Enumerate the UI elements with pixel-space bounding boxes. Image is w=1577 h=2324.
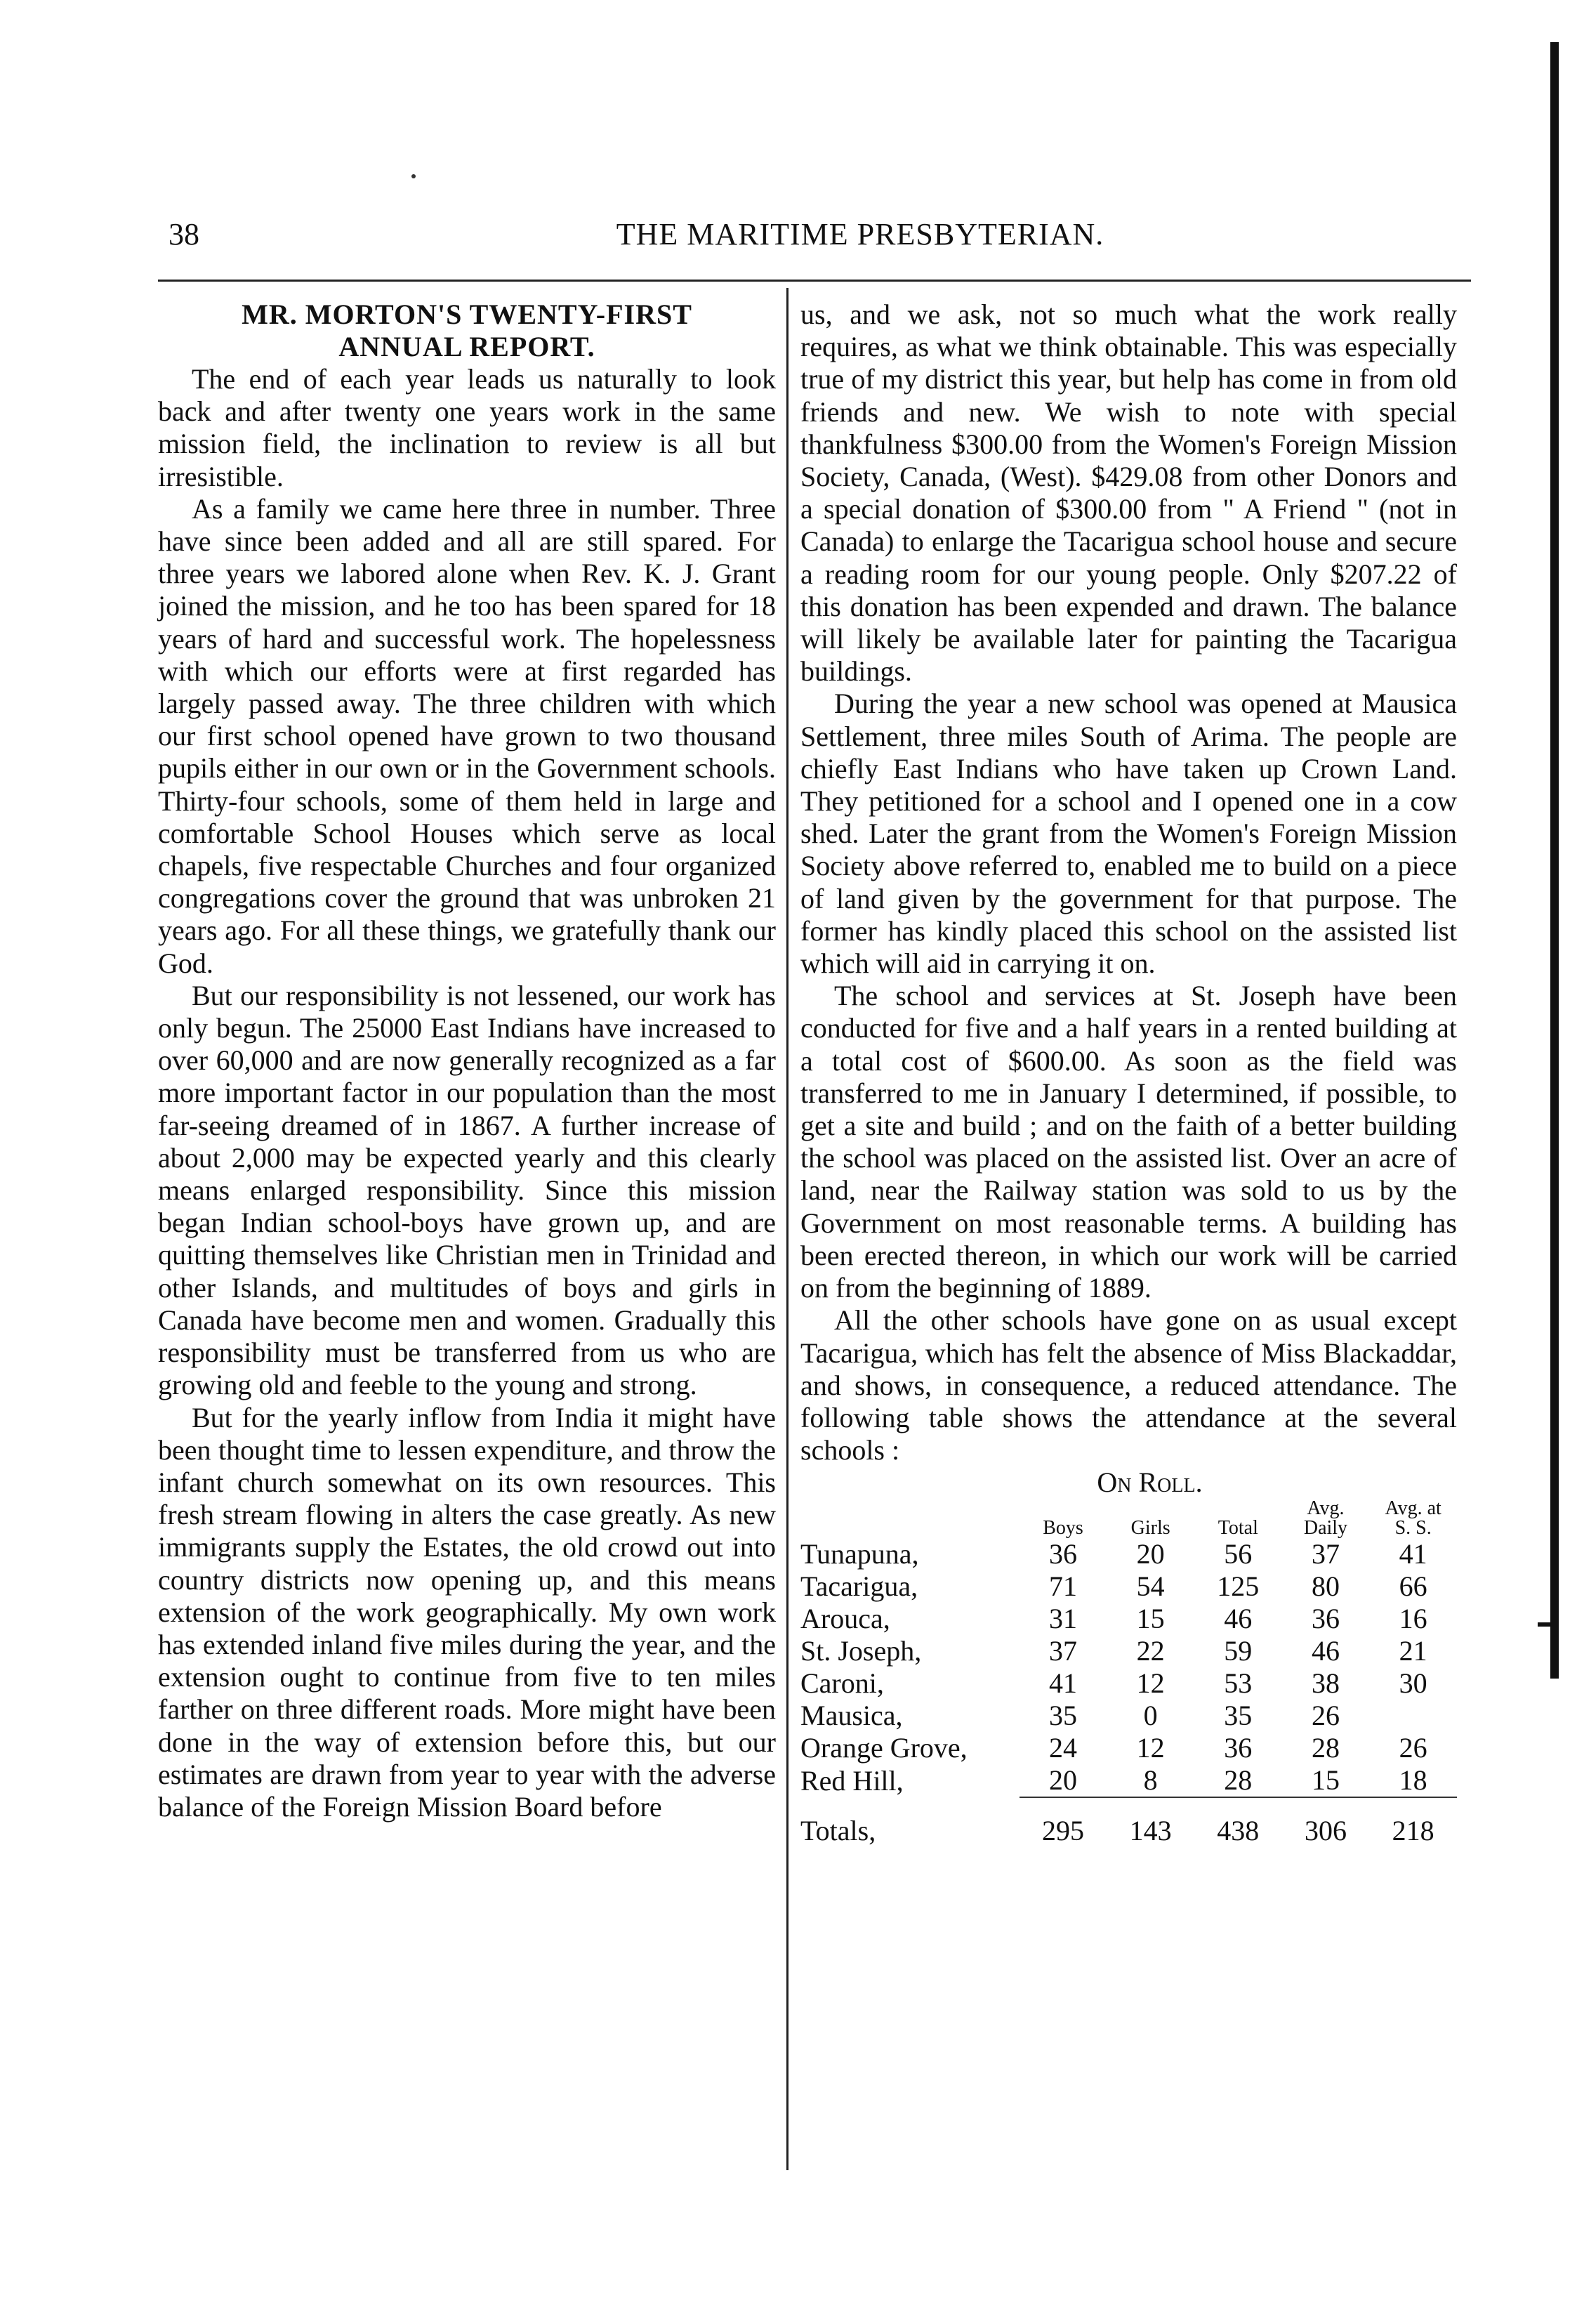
avg-daily-cell: 28: [1311, 1732, 1340, 1764]
school-name: Orange Grove,: [800, 1732, 968, 1764]
boys-cell: 31: [1048, 1603, 1077, 1635]
avg-ss-cell: 66: [1399, 1570, 1427, 1603]
boys-cell: 41: [1048, 1667, 1077, 1700]
table-row: [800, 1667, 1457, 1700]
boys-cell: 24: [1048, 1732, 1077, 1764]
table-row: [800, 1732, 1457, 1764]
boys-cell: 20: [1048, 1764, 1077, 1797]
table-row: [800, 1570, 1457, 1603]
girls-cell: 22: [1136, 1635, 1165, 1667]
grand-total: 438: [1217, 1815, 1260, 1847]
boys-cell: 36: [1048, 1538, 1077, 1570]
total-cell: 46: [1224, 1603, 1253, 1635]
girls-cell: 20: [1136, 1538, 1165, 1570]
avg-ss-cell: 21: [1399, 1635, 1427, 1667]
paragraph: During the year a new school was opened at Mausica Settlement, three miles South of Arima. The people are chiefly East Indians who have taken up Crown Land. They petitioned for a school and I opened one in a cow shed. Later the grant from the Women's Foreign Mission Society above referred to, enabled me to build on a piece of land given by the government for that purpose. The former has kindly placed this school on the assisted list which will aid in carrying it on.: [800, 688, 1457, 980]
column-header-boys: Boys: [1043, 1517, 1083, 1540]
column-header-top: [1194, 1499, 1282, 1518]
column-header-top: Avg. at: [1385, 1497, 1441, 1520]
left-column: [158, 298, 776, 1823]
total-cell: 59: [1224, 1635, 1253, 1667]
totals-label: Totals,: [800, 1815, 876, 1847]
avg-daily-cell: 37: [1311, 1538, 1340, 1570]
girls-cell: 0: [1143, 1700, 1158, 1732]
boys-cell: 35: [1048, 1700, 1077, 1732]
girls-cell: 12: [1136, 1667, 1165, 1700]
school-name: St. Joseph,: [800, 1635, 922, 1667]
column-header-top: [1107, 1499, 1194, 1518]
article-title-line-2: ANNUAL REPORT.: [338, 331, 595, 362]
school-name: Tacarigua,: [800, 1570, 918, 1603]
table-header-row-top: [800, 1499, 1457, 1518]
table-header-row: [800, 1518, 1457, 1538]
paragraph: All the other schools have gone on as usual except Tacarigua, which has felt the absence of Miss Blackaddar, and shows, in consequence, a reduced attendance. The following table shows the attendance at the several schools :: [800, 1304, 1457, 1466]
avg-ss-total: 218: [1392, 1815, 1434, 1847]
avg-ss-cell: [1369, 1700, 1457, 1732]
avg-ss-cell: 41: [1399, 1538, 1427, 1570]
boys-cell: 71: [1048, 1570, 1077, 1603]
column-rule: [786, 288, 788, 2170]
boys-cell: 37: [1048, 1635, 1077, 1667]
paragraph: But for the yearly inflow from India it might have been thought time to lessen expenditure, and throw the infant church somewhat on its own resources. This fresh stream flowing in alters the case greatly. As new immigrants supply the Estates, the old crowd out into country districts now opening up, and this means extension of the work geographically. My own work has extended inland five miles during the year, and the extension ought to continue from five to ten miles farther on three different roads. More might have been done in the way of extension before this, but our estimates are drawn from year to year with the adverse balance of the Foreign Mission Board before: [158, 1401, 776, 1823]
avg-ss-cell: 26: [1399, 1732, 1427, 1764]
avg-ss-cell: 16: [1399, 1603, 1427, 1635]
avg-daily-cell: 38: [1311, 1667, 1340, 1700]
paragraph: The end of each year leads us naturally to look back and after twenty one years work in the same mission field, the inclination to review is all but irresistible.: [158, 363, 776, 492]
column-header-total: Total: [1218, 1517, 1258, 1540]
boys-total: 295: [1041, 1815, 1084, 1847]
avg-daily-cell: 26: [1311, 1700, 1340, 1732]
total-cell: 125: [1217, 1570, 1260, 1603]
school-name: Mausica,: [800, 1700, 903, 1732]
avg-daily-cell: 80: [1311, 1570, 1340, 1603]
column-header-top: Avg.: [1307, 1497, 1345, 1520]
total-cell: 35: [1224, 1700, 1253, 1732]
avg-daily-cell: 46: [1311, 1635, 1340, 1667]
total-cell: 36: [1224, 1732, 1253, 1764]
article-title-line-1: MR. MORTON'S TWENTY-FIRST: [242, 298, 692, 330]
avg-daily-cell: 15: [1311, 1764, 1340, 1797]
totals-row: [800, 1815, 1457, 1847]
girls-cell: 54: [1136, 1570, 1165, 1603]
paragraph: As a family we came here three in number. Three have since been added and all are still spared. For three years we labored alone when Rev. K. J. Grant joined the mission, and he too has been spared for 18 years of hard and successful work. The hopelessness with which our efforts were at first regarded has largely passed away. The three children with which our first school opened have grown to two thousand pupils either in our own or in the Government schools. Thirty-four schools, some of them held in large and comfortable School Houses which serve as local chapels, five respectable Churches and four organized congregations cover the ground that was unbroken 21 years ago. For all these things, we gratefully thank our God.: [158, 492, 776, 979]
page-header: [169, 216, 1467, 258]
page-number: 38: [169, 217, 199, 251]
ink-speck: [411, 174, 416, 178]
girls-total: 143: [1129, 1815, 1172, 1847]
total-cell: 53: [1224, 1667, 1253, 1700]
table-row: [800, 1700, 1457, 1732]
table-row: [800, 1635, 1457, 1667]
total-cell: 28: [1224, 1764, 1253, 1797]
attendance-table: [800, 1499, 1457, 1847]
girls-cell: 15: [1136, 1603, 1165, 1635]
avg-ss-cell: 30: [1399, 1667, 1427, 1700]
avg-daily-cell: 36: [1311, 1603, 1340, 1635]
school-name: Tunapuna,: [800, 1538, 919, 1570]
column-header-avg-ss: S. S.: [1394, 1517, 1432, 1540]
girls-cell: 8: [1143, 1764, 1158, 1797]
total-cell: 56: [1224, 1538, 1253, 1570]
paragraph: us, and we ask, not so much what the work really requires, as what we think obtainable. This was especially true of my district this year, but help has come in from old friends and new. We wish to note with special thankfulness $300.00 from the Women's Foreign Mission Society, Canada, (West). $429.08 from other Donors and a special donation of $300.00 from " A Friend " (not in Canada) to enlarge the Tacarigua school house and secure a reading room for our young people. Only $207.22 of this donation has been expended and drawn. The balance will likely be available later for painting the Tacarigua buildings.: [800, 298, 1457, 688]
column-header-top: [1020, 1499, 1107, 1518]
avg-daily-total: 306: [1304, 1815, 1347, 1847]
column-header-girls: Girls: [1130, 1517, 1170, 1540]
page-edge-mark: [1538, 1622, 1552, 1627]
table-row: [800, 1764, 1457, 1797]
school-name: Red Hill,: [800, 1764, 904, 1797]
right-column: [800, 298, 1457, 1847]
page-edge-bar: [1550, 42, 1559, 1679]
paragraph: The school and services at St. Joseph have been conducted for five and a half years in a rented building at a total cost of $600.00. As soon as the field was transferred to me in January I determined, if possible, to get a site and build ; and on the faith of a better building the school was placed on the assisted list. Over an acre of land, near the Railway station was sold to us by the Government on most reasonable terms. A building has been erected thereon, in which our work will be carried on from the beginning of 1889.: [800, 980, 1457, 1304]
school-name: Arouca,: [800, 1603, 890, 1635]
paragraph: But our responsibility is not lessened, our work has only begun. The 25000 East Indians have increased to over 60,000 and are now generally recognized as a far more important factor in our population than the most far-seeing dreamed of in 1867. A further increase of about 2,000 may be expected yearly and this clearly means enlarged responsibility. Since this mission began Indian school-boys have grown up, and are quitting themselves like Christian men in Trinidad and other Islands, and multitudes of boys and girls in Canada have become men and women. Gradually this responsibility must be transferred from us who are growing old and feeble to the young and strong.: [158, 979, 776, 1401]
table-caption: On Roll.: [1097, 1466, 1203, 1499]
running-title: THE MARITIME PRESBYTERIAN.: [616, 217, 1104, 251]
table-row: [800, 1603, 1457, 1635]
totals-rule-row: [800, 1797, 1457, 1815]
table-row: [800, 1538, 1457, 1570]
header-rule: [158, 280, 1471, 282]
school-name: Caroni,: [800, 1667, 884, 1700]
column-header-avg-daily: Daily: [1303, 1517, 1348, 1540]
girls-cell: 12: [1136, 1732, 1165, 1764]
avg-ss-cell: 18: [1399, 1764, 1427, 1797]
